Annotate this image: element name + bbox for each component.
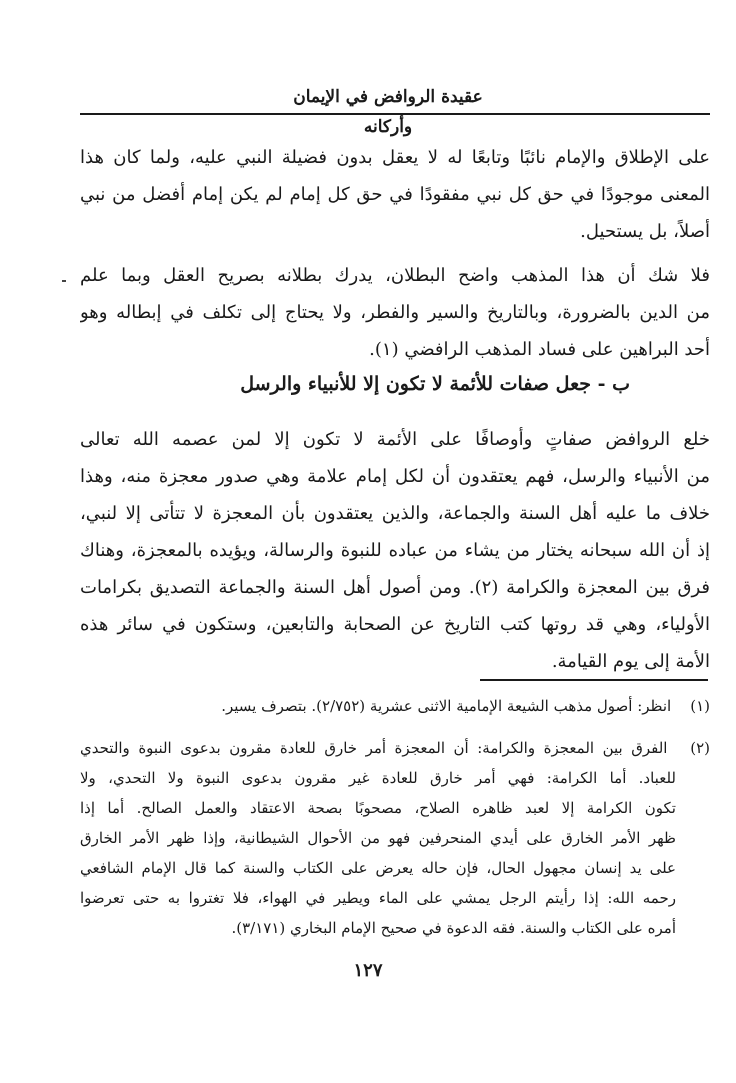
- footnote-1-text: انظر: أصول مذهب الشيعة الإمامية الاثنى عشرية (٢/٧٥٢). بتصرف يسير.: [221, 697, 672, 715]
- footnote-2-line-4: ظهر الأمر الخارق على أيدي المنحرفين فهو من الأحوال الشيطانية، وإذا ظهر الأمر الخارق: [80, 829, 676, 847]
- paragraph-3-line-4: إذ أن الله سبحانه يختار من يشاء من عباده للنبوة والرسالة، ويؤيده بالمعجزة، وهناك: [80, 540, 710, 561]
- paragraph-2-line-2: من الدين بالضرورة، وبالتاريخ والسير والفطر، ولا يحتاج إلى تكلف في إبطاله وهو: [80, 302, 710, 323]
- paragraph-1-line-1: على الإطلاق والإمام نائبًا وتابعًا له لا يعقل بدون فضيلة النبي عليه، ولما كان هذا: [80, 147, 710, 168]
- paragraph-2-line-1: فلا شك أن هذا المذهب واضح البطلان، يدرك بطلانه بصريح العقل وبما علم: [80, 265, 710, 286]
- paragraph-1-line-2: المعنى موجودًا في حق كل نبي مفقودًا في حق كل إمام لم يكن إمام أفضل من نبي: [80, 184, 710, 205]
- footnote-divider: [480, 679, 708, 681]
- footnote-2-line-1: [80, 733, 710, 763]
- footnote-2-line-3: تكون الكرامة إلا لعبد ظاهره الصلاح، مصحوبًا بصحة الاعتقاد والعمل الصالح. أما إذا: [80, 799, 676, 817]
- paragraph-3-line-6: الأولياء، وهي قد روتها كتب التاريخ عن الصحابة والتابعين، وستكون في سائر هذه: [80, 614, 710, 635]
- footnote-1-number: (١): [690, 697, 710, 715]
- footnote-1: [80, 691, 710, 721]
- footnote-2-line-2: للعباد. أما الكرامة: فهي أمر خارق للعادة غير مقرون بدعوى النبوة ولا التحدي، ولا: [80, 769, 676, 787]
- footnote-2-line-5: على يد إنسان مجهول الحال، فإن حاله يعرض على الكتاب والسنة كما قال الإمام الشافعي: [80, 859, 676, 877]
- paragraph-3-line-3: خلاف ما عليه أهل السنة والجماعة، والذين يعتقدون بأن المعجزة لا تتأتى إلا لنبي،: [80, 503, 710, 524]
- margin-mark: [62, 280, 66, 282]
- paragraph-3-line-5: فرق بين المعجزة والكرامة (٢). ومن أصول أهل السنة والجماعة التصديق بكرامات: [80, 577, 710, 598]
- paragraph-3-line-2: من الأنبياء والرسل، فهم يعتقدون أن لكل إمام علامة وهي صدور معجزة منه، وهذا: [80, 466, 710, 487]
- footnote-2-line-7: أمره على الكتاب والسنة. فقه الدعوة في صحيح الإمام البخاري (٣/١٧١).: [231, 919, 676, 937]
- footnote-2-number: (٢): [690, 739, 710, 757]
- header-divider: [80, 113, 710, 115]
- page-number: ١٢٧: [353, 960, 383, 981]
- paragraph-3-line-1: خلع الروافض صفاتٍ وأوصافًا على الأئمة لا تكون إلا لمن عصمه الله تعالى: [80, 429, 710, 450]
- paragraph-1-line-3: أصلاً، بل يستحيل.: [580, 221, 710, 242]
- paragraph-3-line-7: الأمة إلى يوم القيامة.: [551, 651, 710, 672]
- running-header-title: عقيدة الروافض في الإيمان وأركانه: [293, 87, 483, 137]
- paragraph-2-line-3: أحد البراهين على فساد المذهب الرافضي (١).: [369, 339, 710, 360]
- footnote-2-line-6: رحمه الله: إذا رأيتم الرجل يمشي على الماء ويطير في الهواء، فلا تغتروا به حتى تعرضوا: [80, 889, 676, 907]
- footnote-2-line-1-text: الفرق بين المعجزة والكرامة: أن المعجزة أمر خارق للعادة مقرون بدعوى النبوة والتحدي: [80, 739, 668, 757]
- section-heading: ب - جعل صفات للأئمة لا تكون إلا للأنبياء والرسل: [240, 373, 630, 395]
